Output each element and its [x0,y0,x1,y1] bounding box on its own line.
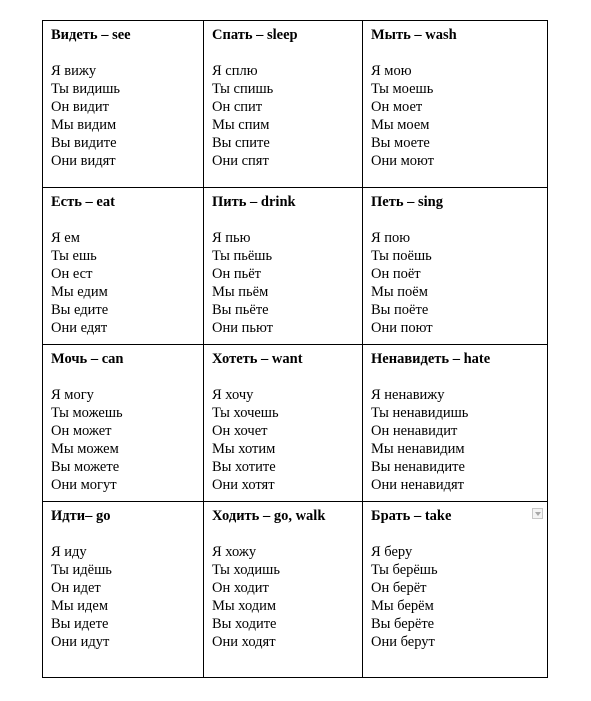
conjugation-form: Я пою [371,230,411,246]
conjugation-form: Я могу [51,387,94,403]
conjugation-form: Ты спишь [212,81,274,97]
table-row [43,502,548,678]
conjugation-form: Вы видите [51,135,117,151]
conjugation-form: Я вижу [51,63,97,79]
verb-cell [204,21,363,188]
conjugation-form: Он может [51,423,112,439]
conjugation-form: Ты ешь [51,248,97,264]
verb-cell [363,345,548,502]
conjugation-form: Ты поёшь [371,248,432,264]
verb-title: Хотеть – want [212,351,303,367]
conjugation-form: Ты берёшь [371,562,438,578]
conjugation-list [371,229,539,337]
conjugation-list [51,229,195,337]
conjugation-form: Мы спим [212,117,270,133]
conjugation-form: Они ненавидят [371,477,464,493]
verb-cell [43,502,204,678]
conjugation-form: Вы идете [51,616,109,632]
conjugation-form: Он спит [212,99,263,115]
conjugation-form: Я сплю [212,63,258,79]
conjugation-form: Вы можете [51,459,120,475]
conjugation-form: Мы ходим [212,598,277,614]
conjugation-list [51,62,195,170]
conjugation-form: Они берут [371,634,435,650]
conjugation-form: Он ест [51,266,93,282]
table-row [43,21,548,188]
conjugation-form: Они ходят [212,634,276,650]
conjugation-form: Ты ненавидишь [371,405,469,421]
conjugation-form: Они пьют [212,320,273,336]
conjugation-form: Они хотят [212,477,275,493]
conjugation-form: Мы можем [51,441,119,457]
conjugation-form: Мы берём [371,598,434,614]
verb-cell [363,188,548,345]
verb-title: Брать – take [371,508,452,524]
conjugation-form: Ты можешь [51,405,123,421]
conjugation-form: Вы поёте [371,302,429,318]
conjugation-form: Мы моем [371,117,430,133]
verb-cell [43,345,204,502]
conjugation-form: Я ненавижу [371,387,445,403]
conjugation-form: Вы ненавидите [371,459,465,475]
verb-cell [204,188,363,345]
conjugation-form: Он поёт [371,266,421,282]
conjugation-form: Они видят [51,153,116,169]
conjugation-form: Мы ненавидим [371,441,465,457]
conjugation-form: Они идут [51,634,110,650]
conjugation-form: Он ненавидит [371,423,458,439]
verb-cell [363,21,548,188]
conjugation-form: Я ем [51,230,80,246]
verb-title: Спать – sleep [212,27,298,43]
conjugation-list [212,543,354,651]
verb-title: Пить – drink [212,194,296,210]
table-row [43,345,548,502]
verb-title: Ненавидеть – hate [371,351,491,367]
conjugation-form: Я пью [212,230,251,246]
conjugation-form: Я беру [371,544,413,560]
conjugation-form: Вы спите [212,135,270,151]
conjugation-list [371,62,539,170]
conjugation-form: Он хочет [212,423,268,439]
verb-title: Ходить – go, walk [212,508,326,524]
conjugation-list [371,386,539,494]
conjugation-form: Мы поём [371,284,428,300]
conjugation-form: Он моет [371,99,423,115]
conjugation-form: Вы моете [371,135,430,151]
verb-conjugation-table [42,20,548,678]
conjugation-form: Мы идем [51,598,109,614]
conjugation-form: Вы пьёте [212,302,269,318]
conjugation-form: Мы пьём [212,284,269,300]
conjugation-form: Они моют [371,153,435,169]
conjugation-form: Ты хочешь [212,405,279,421]
verb-title: Есть – eat [51,194,115,210]
conjugation-form: Они спят [212,153,269,169]
verb-title: Мочь – can [51,351,124,367]
conjugation-form: Он видит [51,99,109,115]
conjugation-form: Вы хотите [212,459,276,475]
conjugation-form: Мы видим [51,117,117,133]
conjugation-form: Вы едите [51,302,109,318]
conjugation-form: Ты идёшь [51,562,112,578]
verb-title: Идти– go [51,508,111,524]
verb-cell [204,345,363,502]
conjugation-form: Я иду [51,544,87,560]
conjugation-form: Я мою [371,63,412,79]
conjugation-form: Вы ходите [212,616,277,632]
conjugation-list [212,62,354,170]
verb-cell [43,188,204,345]
conjugation-list [371,543,539,651]
conjugation-form: Ты моешь [371,81,434,97]
verb-cell [363,502,548,678]
conjugation-form: Ты ходишь [212,562,280,578]
conjugation-form: Они поют [371,320,433,336]
conjugation-form: Он идет [51,580,101,596]
verb-title: Петь – sing [371,194,443,210]
conjugation-form: Он ходит [212,580,269,596]
dropdown-arrow-icon[interactable] [532,508,543,519]
conjugation-form: Ты пьёшь [212,248,273,264]
verb-title: Мыть – wash [371,27,457,43]
verb-cell [43,21,204,188]
verb-cell [204,502,363,678]
conjugation-form: Ты видишь [51,81,121,97]
table-row [43,188,548,345]
conjugation-form: Мы хотим [212,441,276,457]
conjugation-form: Мы едим [51,284,108,300]
verb-title: Видеть – see [51,27,131,43]
conjugation-form: Я хочу [212,387,254,403]
conjugation-form: Он берёт [371,580,427,596]
conjugation-list [51,386,195,494]
conjugation-list [212,229,354,337]
conjugation-list [51,543,195,651]
conjugation-form: Я хожу [212,544,257,560]
conjugation-form: Он пьёт [212,266,262,282]
conjugation-form: Вы берёте [371,616,435,632]
conjugation-form: Они могут [51,477,117,493]
conjugation-list [212,386,354,494]
conjugation-form: Они едят [51,320,108,336]
